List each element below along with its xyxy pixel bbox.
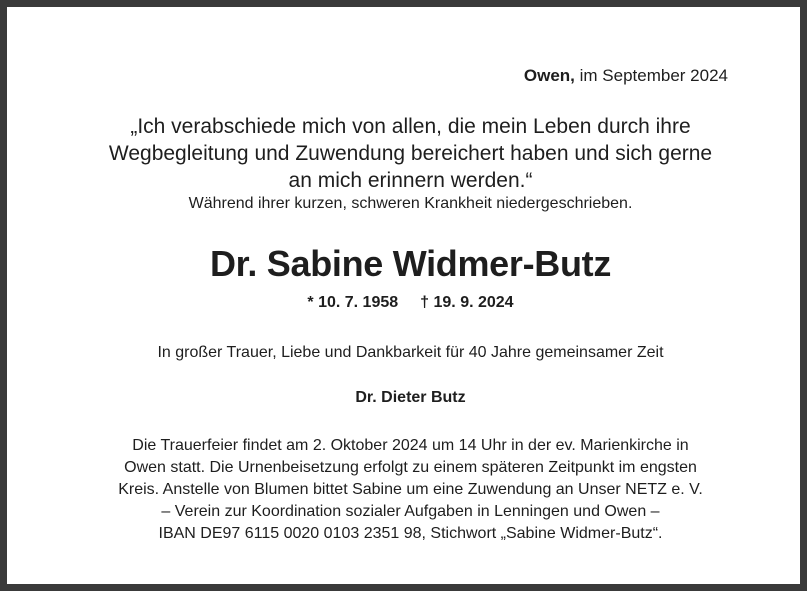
birth-date: * 10. 7. 1958 — [307, 294, 399, 311]
place: Owen, — [523, 66, 575, 85]
signer-name: Dr. Dieter Butz — [355, 389, 466, 406]
mourning-text: In großer Trauer, Liebe und Dankbarkeit für 40 Jahre gemeinsamer Zeit — [157, 344, 664, 361]
place-date-line — [524, 66, 728, 86]
funeral-line: Die Trauerfeier findet am 2. Oktober 2024 um 14 Uhr in der ev. Marienkirche in — [132, 437, 689, 454]
quote-note: Während ihrer kurzen, schweren Krankheit niedergeschrieben. — [188, 195, 633, 212]
funeral-info — [7, 435, 807, 545]
quote-line: an mich erinnern werden.“ — [288, 169, 533, 192]
quote-line: Wegbegleitung und Zuwendung bereichert haben und sich gerne — [108, 142, 713, 165]
funeral-line: IBAN DE97 6115 0020 0103 2351 98, Stichwort „Sabine Widmer-Butz“. — [158, 525, 663, 542]
farewell-quote — [7, 113, 807, 194]
funeral-line: Kreis. Anstelle von Blumen bittet Sabine um eine Zuwendung an Unser NETZ e. V. — [118, 481, 703, 498]
death-date: † 19. 9. 2024 — [420, 294, 514, 311]
deceased-name: Dr. Sabine Widmer-Butz — [209, 243, 612, 284]
funeral-line: – Verein zur Koordination sozialer Aufgaben in Lenningen und Owen – — [161, 503, 660, 520]
life-dates — [7, 294, 807, 312]
funeral-line: Owen statt. Die Urnenbeisetzung erfolgt zu einem späteren Zeitpunkt im engsten — [124, 459, 697, 476]
date: im September 2024 — [579, 66, 728, 85]
quote-line: „Ich verabschiede mich von allen, die mein Leben durch ihre — [130, 115, 691, 138]
